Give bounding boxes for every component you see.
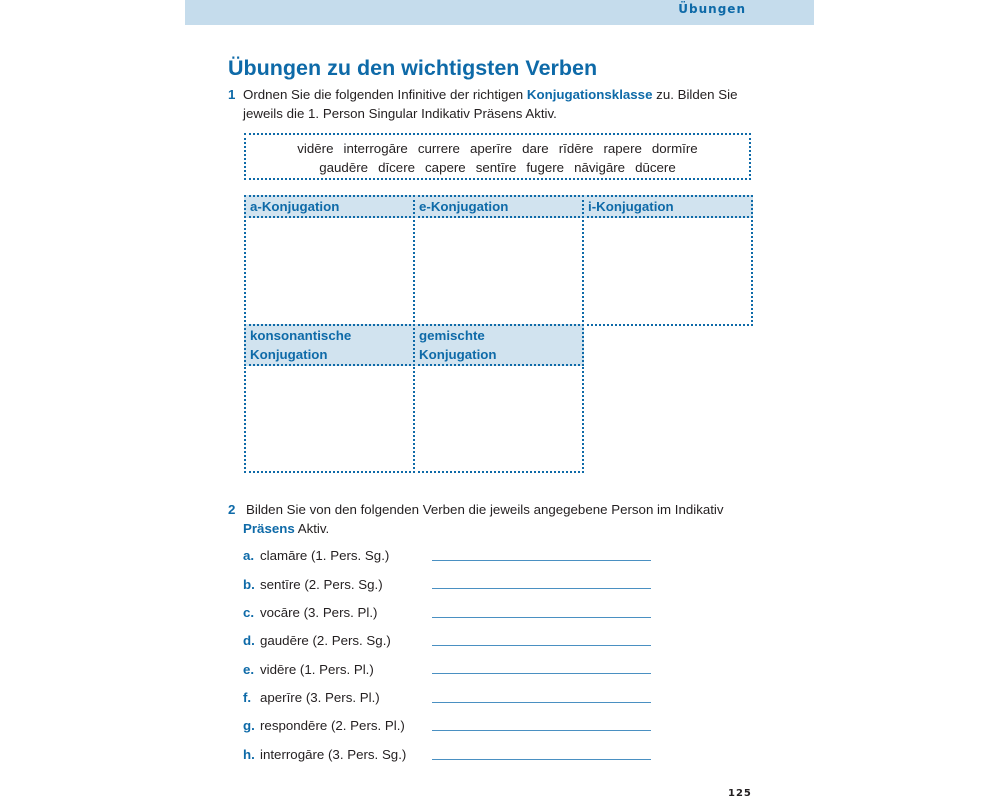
item-prompt: interrogāre (3. Pers. Sg.) — [260, 747, 407, 762]
item-prompt: aperīre (3. Pers. Pl.) — [260, 690, 380, 705]
word: dūcere — [635, 160, 676, 175]
task-1-text-end: zu. Bilden Sie — [652, 87, 738, 102]
task-2-text: Bilden Sie von den folgenden Verben die jeweils angegebene Person im Indikativ — [246, 502, 724, 517]
exercise-item-d — [243, 631, 391, 650]
item-letter: a. — [243, 548, 255, 563]
header-line: Konjugation — [419, 347, 497, 362]
page-title: Übungen zu den wichtigsten Verben — [228, 56, 598, 80]
word-row-1 — [246, 139, 749, 158]
word: dormīre — [651, 141, 698, 156]
word: aperīre — [469, 141, 513, 156]
answer-line-g[interactable] — [432, 730, 651, 731]
column-header-gemischte-konjugation — [413, 324, 584, 366]
item-letter: h. — [243, 747, 255, 762]
word: interrogāre — [343, 141, 408, 156]
column-header-i-konjugation: i-Konjugation — [582, 195, 753, 218]
word: fugere — [526, 160, 565, 175]
word: sentīre — [475, 160, 517, 175]
item-letter: f. — [243, 690, 252, 705]
word-box — [244, 133, 751, 180]
header-bar — [185, 0, 814, 25]
task-2-number: 2 — [228, 502, 236, 517]
answer-cell-a-konjugation[interactable] — [244, 216, 415, 326]
word: currere — [417, 141, 460, 156]
exercise-item-c — [243, 603, 378, 622]
task-1-text-line2: jeweils die 1. Person Singular Indikativ Präsens Aktiv. — [243, 106, 557, 121]
item-letter: b. — [243, 577, 255, 592]
task-1-instructions — [228, 85, 738, 123]
word: capere — [425, 160, 466, 175]
answer-cell-gemischte-konjugation[interactable] — [413, 364, 584, 473]
item-prompt: vidēre (1. Pers. Pl.) — [260, 662, 374, 677]
exercise-item-b — [243, 575, 383, 594]
word: rapere — [603, 141, 642, 156]
exercise-item-g — [243, 716, 405, 735]
task-2-keyword: Präsens — [243, 521, 295, 536]
answer-line-h[interactable] — [432, 759, 651, 760]
column-header-a-konjugation: a-Konjugation — [244, 195, 415, 218]
exercise-item-a — [243, 546, 389, 565]
answer-line-a[interactable] — [432, 560, 651, 561]
word: dare — [522, 141, 549, 156]
word: rīdēre — [558, 141, 594, 156]
answer-line-b[interactable] — [432, 588, 651, 589]
word: dīcere — [378, 160, 416, 175]
task-2-text-end: Aktiv. — [294, 521, 330, 536]
answer-cell-konsonantische-konjugation[interactable] — [244, 364, 415, 473]
answer-line-d[interactable] — [432, 645, 651, 646]
word-row-2 — [246, 158, 749, 177]
answer-cell-e-konjugation[interactable] — [413, 216, 584, 326]
exercise-item-f — [243, 688, 380, 707]
section-label: Übungen — [678, 2, 746, 16]
item-prompt: clamāre (1. Pers. Sg.) — [260, 548, 390, 563]
item-prompt: vocāre (3. Pers. Pl.) — [260, 605, 378, 620]
word: vidēre — [297, 141, 334, 156]
task-2-instructions — [228, 500, 724, 538]
item-prompt: respondēre (2. Pers. Pl.) — [260, 718, 405, 733]
item-letter: d. — [243, 633, 255, 648]
header-line: konsonantische — [250, 328, 352, 343]
answer-line-c[interactable] — [432, 617, 651, 618]
task-1-keyword: Konjugationsklasse — [526, 87, 653, 102]
answer-line-f[interactable] — [432, 702, 651, 703]
answer-line-e[interactable] — [432, 673, 651, 674]
answer-cell-i-konjugation[interactable] — [582, 216, 753, 326]
word: nāvigāre — [574, 160, 626, 175]
word: gaudēre — [319, 160, 369, 175]
item-prompt: sentīre (2. Pers. Sg.) — [260, 577, 383, 592]
exercise-item-e — [243, 660, 374, 679]
exercise-item-h — [243, 745, 406, 764]
header-line: gemischte — [419, 328, 485, 343]
item-letter: c. — [243, 605, 255, 620]
item-prompt: gaudēre (2. Pers. Sg.) — [260, 633, 391, 648]
item-letter: g. — [243, 718, 255, 733]
item-letter: e. — [243, 662, 255, 677]
task-1-text: Ordnen Sie die folgenden Infinitive der richtigen — [243, 87, 527, 102]
column-header-e-konjugation: e-Konjugation — [413, 195, 584, 218]
header-line: Konjugation — [250, 347, 328, 362]
page-number: 125 — [728, 788, 752, 799]
column-header-konsonantische-konjugation — [244, 324, 415, 366]
task-1-number: 1 — [228, 87, 236, 102]
